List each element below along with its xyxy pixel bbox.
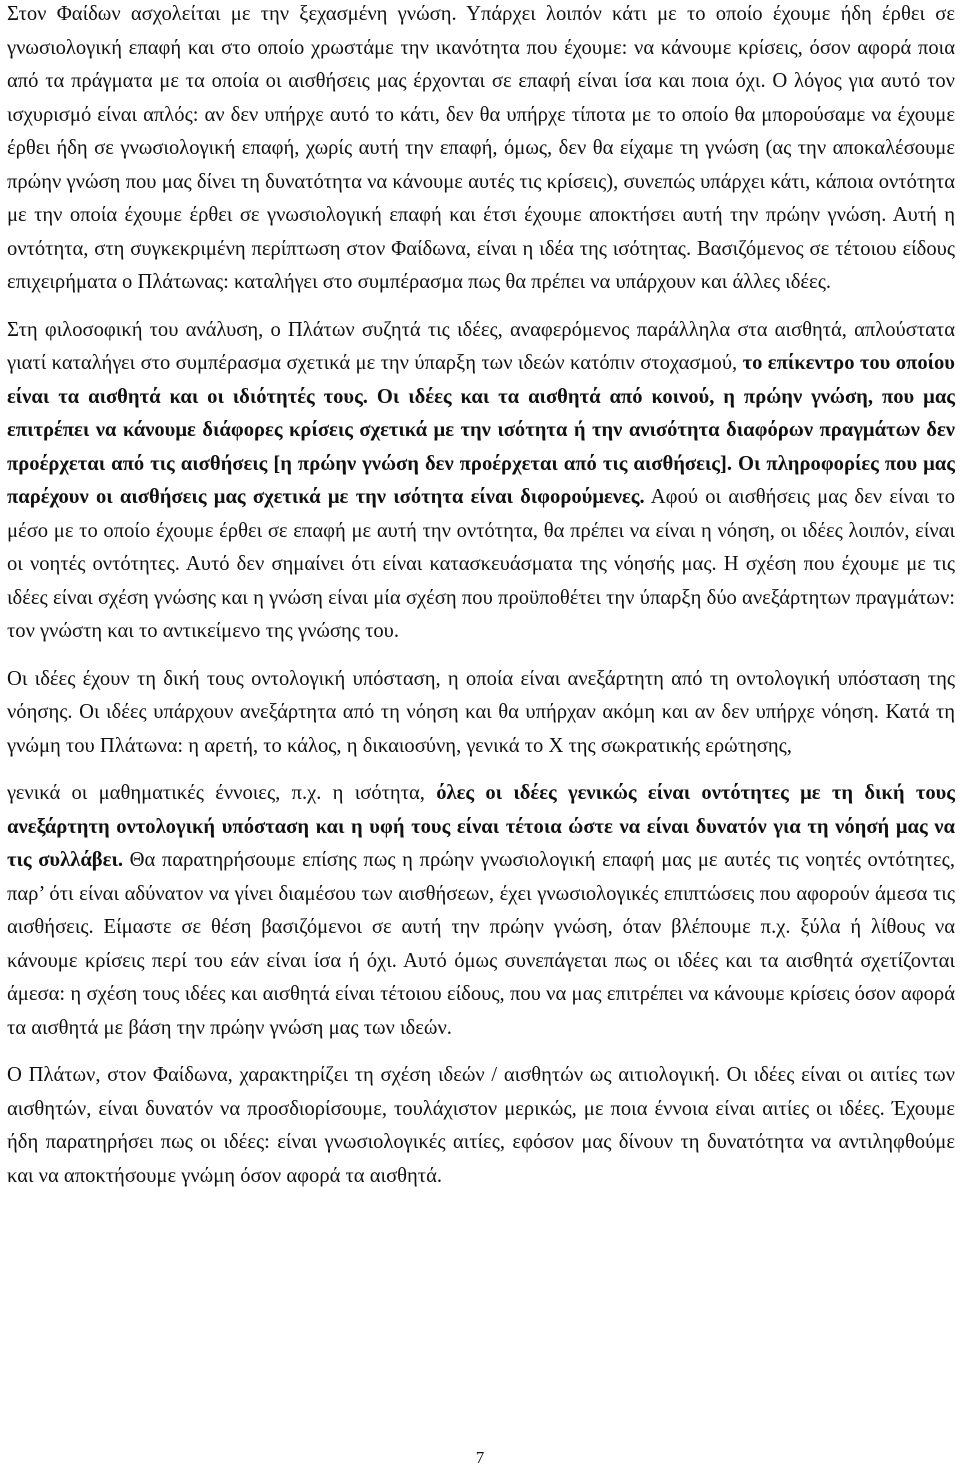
paragraph-causal-relation — [7, 1059, 955, 1193]
page-number: 7 — [475, 1448, 485, 1467]
paragraph-text: γενικά οι μαθηματικές έννοιες, π.χ. η ισότητα, — [7, 782, 437, 804]
paragraph-text: Στη φιλοσοφική του ανάλυση, ο Πλάτων συζητά τις ιδέες, αναφερόμενος παράλληλα στα αισθητά, απλούστατα γιατί καταλήγει στο συμπέρασμα σχετικά με την ύπαρξη των ιδεών κατόπιν στοχασμού, — [7, 318, 955, 374]
paragraph-mathematical-concepts — [7, 777, 955, 1045]
paragraph-text: Ο Πλάτων, στον Φαίδωνα, χαρακτηρίζει τη σχέση ιδεών / αισθητών ως αιτιολογική. Οι ιδέες είναι οι αιτίες των αισθητών, είναι δυνατόν να προσδιορίσουμε, τουλάχιστον μερικώς, με ποια έννοια είναι αιτίες οι ιδέες. Έχουμε ήδη παρατηρήσει πως οι ιδέες: είναι γνωσιολογικές αιτίες, εφόσον μας δίνουν τη δυνατότητα να αντιληφθούμε και να αποκτήσουμε γνώμη όσον αφορά τα αισθητά. — [7, 1064, 955, 1187]
paragraph-text: Στον Φαίδων ασχολείται με την ξεχασμένη γνώση. Υπάρχει λοιπόν κάτι με το οποίο έχουμε ήδη έρθει σε γνωσιολογική επαφή και στο οποίο χρωστάμε την ικανότητα που έχουμε: να κάνουμε κρίσεις, όσον αφορά ποια από τα πράγματα με τα οποία οι αισθήσεις μας έρχονται σε επαφή είναι ίσα και ποια όχι. Ο λόγος για αυτό τον ισχυρισμό είναι απλός: αν δεν υπήρχε αυτό το κάτι, δεν θα υπήρχε τίποτα με το οποίο θα μπορούσαμε να έχουμε έρθει ήδη σε γνωσιολογική επαφή, χωρίς αυτή την επαφή, όμως, δεν θα είχαμε τη γνώση (ας την αποκαλέσουμε πρώην γνώση που μας δίνει τη δυνατότητα να κάνουμε αυτές τις κρίσεις), συνεπώς υπάρχει κάτι, κάποια οντότητα με την οποία έχουμε έρθει σε γνωσιολογική επαφή και έτσι έχουμε αποκτήσει αυτή την πρώην γνώση. Αυτή η οντότητα, στη συγκεκριμένη περίπτωση στον Φαίδωνα, είναι η ιδέα της ισότητας. Βασιζόμενος σε τέτοιου είδους επιχειρήματα ο Πλάτωνας: καταλήγει στο συμπέρασμα πως θα πρέπει να υπάρχουν και άλλες ιδέες. — [7, 3, 955, 293]
paragraph-text: Αφού οι αισθήσεις μας δεν είναι το μέσο με το οποίο έχουμε έρθει σε επαφή με αυτή την οντότητα, θα πρέπει να είναι η νόηση, οι ιδέες λοιπόν, είναι οι νοητές οντότητες. Αυτό δεν σημαίνει ότι είναι κατασκευάσματα της νόησής μας. Η σχέση που έχουμε με τις ιδέες είναι σχέση γνώσης και η γνώση είναι μία σχέση που προϋποθέτει την ύπαρξη δύο ανεξάρτητων πραγμάτων: τον γνώστη και το αντικείμενο της γνώσης του. — [7, 486, 955, 642]
emphasized-text: όλες οι ιδέες γενικώς είναι οντότητες με τη δική τους ανεξάρτητη οντολογική υπόσταση και η υφή τους είναι τέτοια ώστε να είναι δυνατόν για τη νόησή μας να τις συλλάβει. — [7, 782, 955, 871]
emphasized-text: το επίκεντρο του οποίου είναι τα αισθητά και οι ιδιότητές τους. Οι ιδέες και τα αισθητά από κοινού, η πρώην γνώση, που μας επιτρέπει να κάνουμε διάφορες κρίσεις σχετικά με την ισότητα ή την ανισότητα διαφόρων πραγμάτων δεν προέρχεται από τις αισθήσεις [η πρώην γνώση δεν προέρχεται από τις αισθήσεις]. Οι πληροφορίες που μας παρέχουν οι αισθήσεις μας σχετικά με την ισότητα είναι διφορούμενες. — [7, 352, 956, 508]
paragraph-phaedo-forgotten-knowledge — [7, 0, 955, 300]
paragraph-ontological-status — [7, 663, 955, 764]
paragraph-text: Οι ιδέες έχουν τη δική τους οντολογική υπόσταση, η οποία είναι ανεξάρτητη από τη οντολογική υπόσταση της νόησης. Οι ιδέες υπάρχουν ανεξάρτητα από τη νόηση και θα υπήρχαν ακόμη και αν δεν υπήρχε νόηση. Κατά τη γνώμη του Πλάτωνα: η αρετή, το κάλος, η δικαιοσύνη, γενικά το Χ της σωκρατικής ερώτησης, — [7, 667, 955, 757]
document-page — [7, 0, 955, 1193]
paragraph-text: Θα παρατηρήσουμε επίσης πως η πρώην γνωσιολογική επαφή μας με αυτές τις νοητές οντότητες, παρ’ ότι είναι αδύνατον να γίνει διαμέσου των αισθήσεων, έχει γνωσιολογικές επιπτώσεις που αφορούν άμεσα τις αισθήσεις. Είμαστε σε θέση βασιζόμενοι σε αυτή την πρώην γνώση, όταν βλέπουμε π.χ. ξύλα ή λίθους να κάνουμε κρίσεις περί του εάν είναι ίσα ή όχι. Αυτό όμως συνεπάγεται πως οι ιδέες και τα αισθητά σχετίζονται άμεσα: η σχέση τους ιδέες και αισθητά είναι τέτοιου είδους, που να μας επιτρέπει να κάνουμε κρίσεις όσον αφορά τα αισθητά με βάση την πρώην γνώση μας των ιδεών. — [7, 849, 955, 1039]
paragraph-ideas-and-sensibles — [7, 314, 955, 649]
